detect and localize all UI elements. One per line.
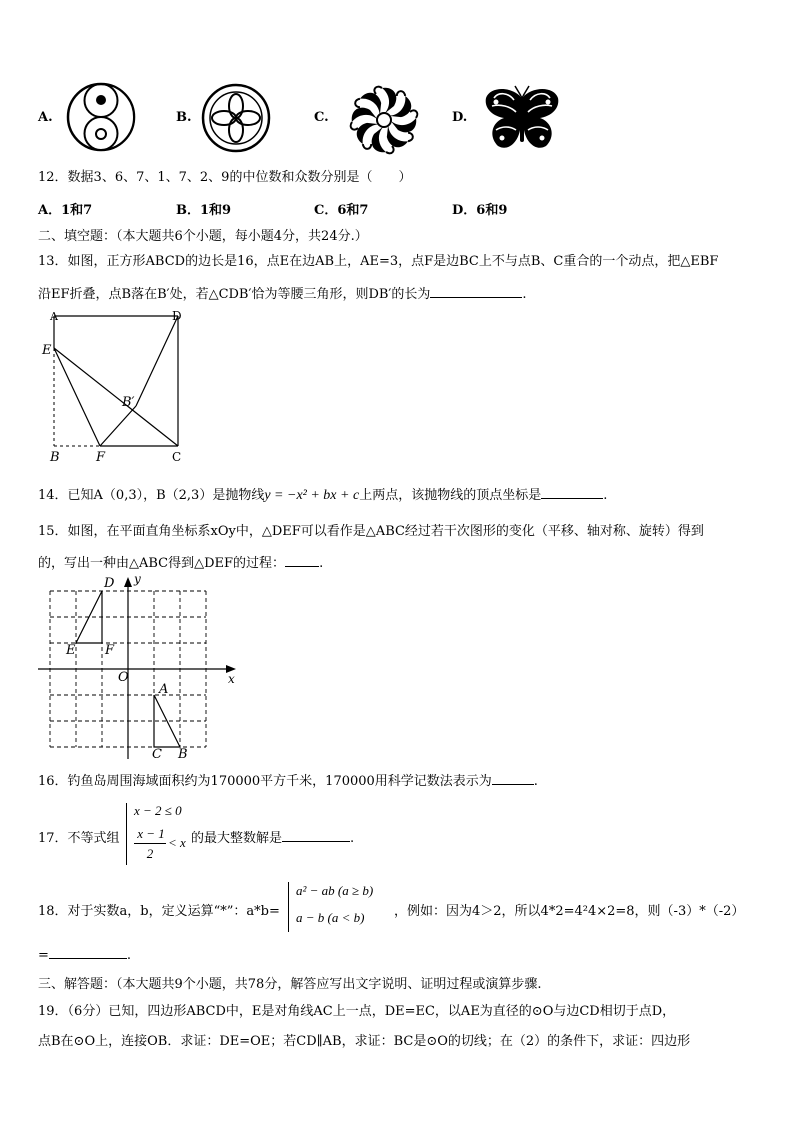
- q17-suffix-line: [191, 827, 354, 846]
- q13-answer-blank[interactable]: [430, 285, 522, 298]
- q19-line-2: 点B在⊙O上，连接OB．求证：DE=OE；若CD∥AB，求证：BC是⊙O的切线；在（2）的条件下，求证：四边形: [38, 1034, 691, 1049]
- q16-end: .: [533, 774, 538, 789]
- q13-label-b: B: [50, 450, 60, 465]
- q11-option-a-label: A.: [38, 110, 53, 125]
- q14-end: .: [603, 488, 608, 503]
- q18-brace: [288, 882, 289, 932]
- q18-suffix: ，例如：因为4＞2，所以4*2=4²4×2=8，则（-3）*（-2）: [394, 904, 745, 919]
- q13-line-2-end: .: [522, 287, 527, 302]
- q15-line-2-end: .: [319, 556, 324, 571]
- q15-label-y: y: [134, 573, 141, 586]
- q15-label-a: A: [159, 682, 169, 697]
- q16-line: [38, 770, 538, 789]
- q14-answer-blank[interactable]: [541, 486, 603, 499]
- q15-label-d: D: [104, 576, 115, 591]
- q12-option-a: A．1和7: [38, 203, 93, 218]
- q14-formula: y = −x² + bx + c: [264, 488, 360, 503]
- q15-coordinate-grid: [38, 573, 244, 759]
- q16-answer-blank[interactable]: [492, 772, 534, 785]
- q16-text: 16．钓鱼岛周围海域面积约为170000平方千米，170000用科学记数法表示为: [38, 774, 492, 789]
- q17-inequality-2-denominator: 2: [146, 846, 154, 861]
- q19-line-1: 19．（6分）已知，四边形ABCD中，E是对角线AC上一点，DE=EC，以AE为直径的⊙O与边CD相切于点D，: [38, 1004, 676, 1019]
- q18-prefix: 18．对于实数a，b，定义运算“*”：a*b=: [38, 904, 280, 919]
- q15-line-2-text: 的，写出一种由△ABC得到△DEF的过程：: [38, 556, 286, 571]
- q18-line-2: [38, 946, 131, 963]
- q15-line-1: 15．如图，在平面直角坐标系xOy中，△DEF可以看作是△ABC经过若干次图形的变化（平移、轴对称、旋转）得到: [38, 524, 704, 539]
- q12-question: 12．数据3、6、7、1、7、2、9的中位数和众数分别是（ ）: [38, 170, 412, 185]
- section-3-header: 三、解答题：（本大题共9个小题，共78分，解答应写出文字说明、证明过程或演算步骤.: [38, 977, 542, 992]
- q17-inequality-2-numerator: x − 1: [137, 826, 165, 841]
- q13-square-figure: [38, 308, 188, 466]
- q17-suffix: 的最大整数解是: [191, 831, 283, 846]
- q17-answer-blank[interactable]: [282, 829, 350, 842]
- circle-petals-icon: [200, 82, 272, 154]
- q12-option-c: C．6和7: [314, 203, 369, 218]
- q18-line-2-prefix: =: [38, 948, 49, 963]
- q18-line-2-end: .: [126, 948, 132, 963]
- q15-answer-blank[interactable]: [285, 554, 319, 567]
- q11-option-d-label: D.: [452, 110, 468, 125]
- q13-line-1: 13．如图，正方形ABCD的边长是16，点E在边AB上，AE=3，点F是边BC上不与点B、C重合的一个动点，把△EBF: [38, 254, 719, 269]
- q15-line-2: [38, 552, 323, 571]
- q17-inequality-2-relation: < x: [168, 835, 186, 850]
- q15-label-x: x: [228, 672, 235, 686]
- q15-label-b: B: [178, 747, 188, 759]
- q17-prefix: 17．不等式组: [38, 831, 120, 846]
- q14-line: [38, 484, 607, 504]
- q15-label-f: F: [105, 643, 115, 658]
- q13-label-c: C: [172, 450, 182, 464]
- q12-option-d: D．6和9: [452, 203, 508, 218]
- butterfly-icon: [482, 84, 562, 154]
- q17-brace: [126, 803, 127, 865]
- q15-label-c: C: [152, 747, 162, 759]
- q13-line-2-text: 沿EF折叠，点B落在B′处，若△CDB′恰为等腰三角形，则DB′的长为: [38, 287, 431, 302]
- q13-label-f: F: [96, 450, 106, 465]
- q15-label-e: E: [66, 643, 76, 658]
- q13-label-b-prime: B′: [122, 395, 135, 410]
- q13-label-d: D: [172, 309, 182, 323]
- q17-end: .: [350, 831, 355, 846]
- q13-label-a: A: [50, 310, 58, 323]
- q18-case-1: a² − ab (a ≥ b): [296, 883, 374, 898]
- section-2-header: 二、填空题：（本大题共6个小题，每小题4分，共24分.）: [38, 229, 368, 244]
- q11-option-b-label: B.: [176, 110, 192, 125]
- q13-label-e: E: [42, 343, 52, 358]
- q13-line-2: [38, 283, 527, 302]
- q12-option-b: B．1和9: [176, 203, 232, 218]
- q15-label-o: O: [118, 670, 129, 685]
- q17-fraction-bar: [134, 843, 166, 844]
- q17-inequality-1: x − 2 ≤ 0: [134, 803, 182, 818]
- q18-case-2: a − b (a < b): [296, 910, 365, 925]
- pinwheel-flower-icon: [342, 80, 426, 160]
- q18-answer-blank[interactable]: [49, 946, 127, 959]
- q14-prefix: 14．已知A（0,3），B（2,3）是抛物线: [38, 488, 265, 503]
- q14-suffix: 上两点，该抛物线的顶点坐标是: [359, 488, 542, 503]
- q11-option-c-label: C.: [314, 110, 329, 125]
- yin-yang-icon: [64, 80, 138, 154]
